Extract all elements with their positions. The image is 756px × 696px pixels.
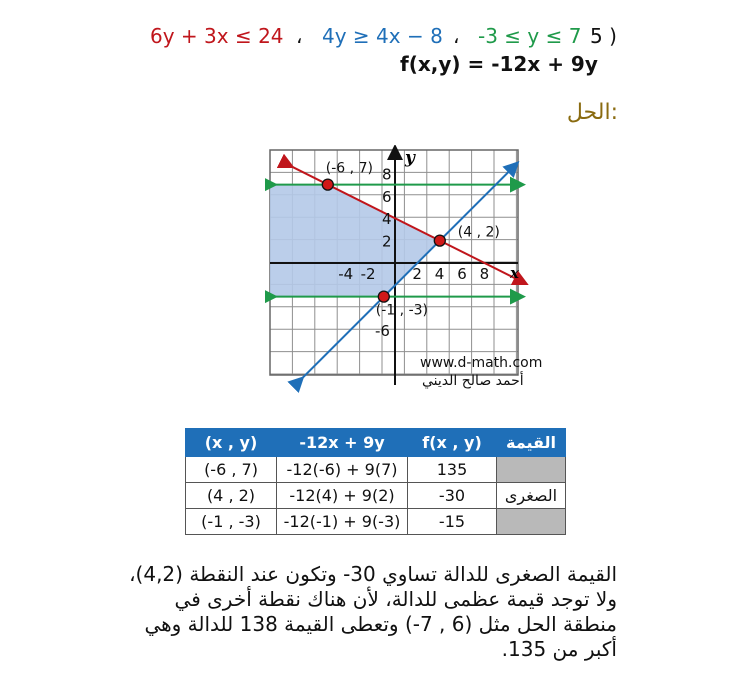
separator: ، [453, 24, 460, 48]
x-tick-label: 6 [457, 265, 467, 283]
conclusion-line: منطقة الحل مثل (6 , 7-) وتعطى القيمة 138 للدالة وهي [144, 612, 617, 636]
x-tick-label: -4 [338, 265, 354, 283]
conclusion-line: القيمة الصغرى للدالة تساوي 30- وتكون عند النقطة (4,2)، [129, 562, 617, 586]
vertex-point [434, 235, 445, 246]
y-tick-label: -6 [375, 322, 390, 341]
cell-value: -15 [408, 509, 497, 535]
table-header-row [186, 429, 566, 457]
x-tick-label: 4 [434, 265, 445, 283]
constraint-blue: 4y ≥ 4x − 8 [322, 24, 443, 48]
separator: ، [296, 24, 303, 48]
objective-function: f(x,y) = -12x + 9y [400, 52, 598, 76]
header-label: القيمة [497, 429, 566, 457]
cell-point: (-1 , -3) [186, 509, 277, 535]
header-point: (x , y) [186, 429, 277, 457]
problem-number: 5 ) [590, 24, 617, 48]
cell-value: 135 [408, 457, 497, 483]
y-tick-label: 2 [382, 232, 392, 251]
table-row [186, 457, 566, 483]
conclusion-line: ولا توجد قيمة عظمى للدالة، لأن هناك نقطة أخرى في [174, 587, 617, 611]
vertex-point [378, 291, 389, 302]
credit-website: www.d-math.com [420, 355, 543, 371]
header-value: f(x , y) [408, 429, 497, 457]
x-tick-label: 2 [412, 265, 422, 283]
y-tick-label: 6 [382, 187, 392, 206]
cell-label [497, 509, 566, 535]
cell-label-min: الصغرى [497, 483, 566, 509]
conclusion-paragraph [97, 562, 617, 662]
y-tick-label: 4 [382, 210, 392, 229]
table-row [186, 483, 566, 509]
solution-label: الحل: [566, 100, 618, 125]
x-tick-label: -2 [360, 265, 376, 283]
vertex-point [322, 179, 333, 190]
header-expression: -12x + 9y [277, 429, 408, 457]
x-axis-label: x [510, 264, 519, 282]
constraint-y-range: -3 ≤ y ≤ 7 [478, 24, 582, 48]
vertex-label: (-1 , -3) [375, 302, 429, 319]
cell-point: (-6 , 7) [186, 457, 277, 483]
y-axis-label: y [405, 148, 415, 168]
evaluation-table [185, 428, 566, 535]
cell-expression: -12(4) + 9(2) [277, 483, 408, 509]
vertex-label: (4 , 2) [457, 224, 500, 241]
y-tick-label: 8 [382, 165, 392, 184]
cell-expression: -12(-6) + 9(7) [277, 457, 408, 483]
cell-value: -30 [408, 483, 497, 509]
vertex-label: (-6 , 7) [325, 160, 373, 177]
constraint-red: 6y + 3x ≤ 24 [150, 24, 284, 48]
conclusion-line: أكبر من 135. [501, 637, 617, 661]
credit-author: أحمد صالح الديني [422, 373, 524, 389]
cell-expression: -12(-1) + 9(-3) [277, 509, 408, 535]
cell-point: (4 , 2) [186, 483, 277, 509]
cell-label [497, 457, 566, 483]
table-row [186, 509, 566, 535]
x-tick-label: 8 [479, 265, 490, 283]
